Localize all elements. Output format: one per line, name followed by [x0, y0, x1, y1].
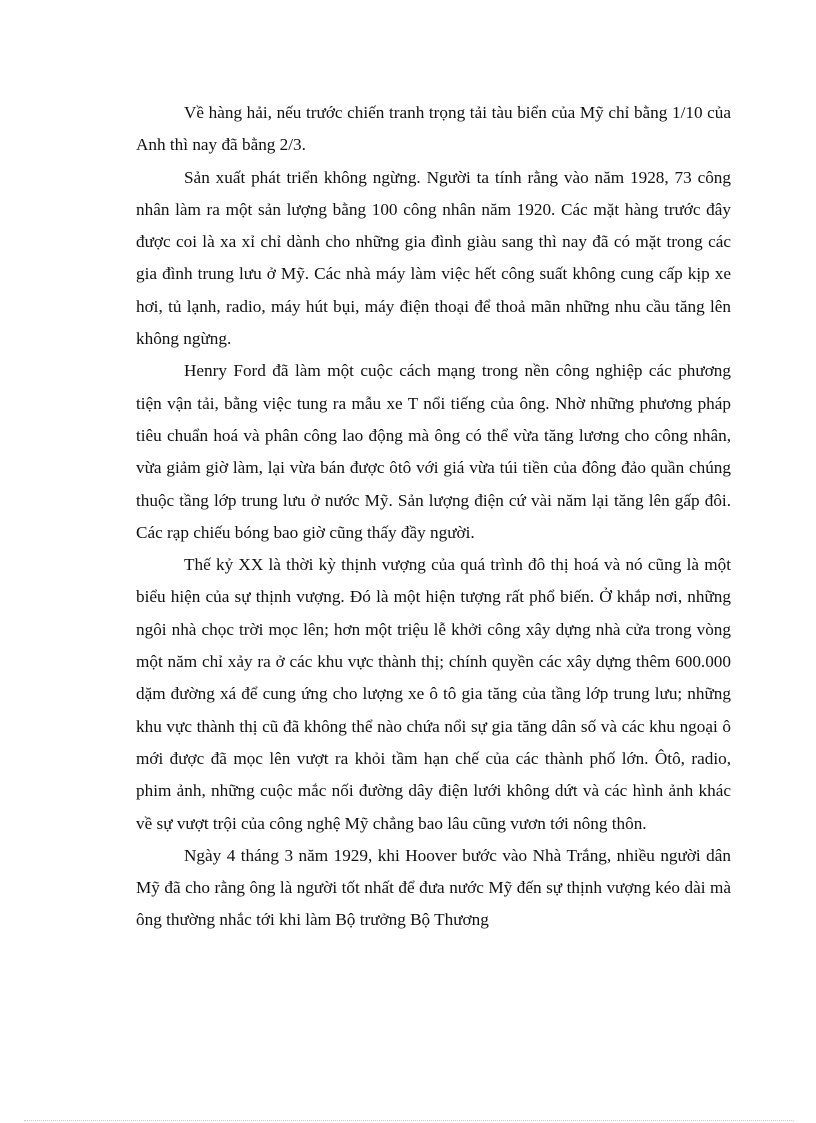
paragraph-production: Sản xuất phát triển không ngừng. Người ta tính rằng vào năm 1928, 73 công nhân làm ra một sản lượng bằng 100 công nhân năm 1920. Các mặt hàng trước đây được coi là xa xỉ chỉ dành cho những gia đình giàu sang thì nay đã có mặt trong các gia đình trung lưu ở Mỹ. Các nhà máy làm việc hết công suất không cung cấp kịp xe hơi, tủ lạnh, radio, máy hút bụi, máy điện thoại để thoả mãn những nhu cầu tăng lên không ngừng. [136, 167, 731, 349]
page-bottom-rule [24, 1120, 794, 1121]
paragraph-urbanization: Thế kỷ XX là thời kỳ thịnh vượng của quá trình đô thị hoá và nó cũng là một biểu hiện của sự thịnh vượng. Đó là một hiện tượng rất phổ biến. Ở khắp nơi, những ngôi nhà chọc trời mọc lên; hơn một triệu lễ khởi công xây dựng nhà cửa trong vòng một năm chỉ xảy ra ở các khu vực thành thị; chính quyền các xây dựng thêm 600.000 dặm đường xá để cung ứng cho lượng xe ô tô gia tăng của tầng lớp trung lưu; những khu vực thành thị cũ đã không thể nào chứa nổi sự gia tăng dân số và các khu ngoại ô mới được đã mọc lên vượt ra khỏi tầm hạn chế của các thành phố lớn. Ôtô, radio, phim ảnh, những cuộc mắc nối đường dây điện lưới không dứt và các hình ảnh khác về sự vượt trội của công nghệ Mỹ chẳng bao lâu cũng vươn tới nông thôn. [136, 555, 731, 833]
paragraph-hoover: Ngày 4 tháng 3 năm 1929, khi Hoover bước vào Nhà Trắng, nhiều người dân Mỹ đã cho rằng ông là người tốt nhất để đưa nước Mỹ đến sự thịnh vượng kéo dài mà ông thường nhắc tới khi làm Bộ trưởng Bộ Thương [136, 845, 731, 930]
document-body [136, 97, 731, 937]
paragraph-maritime: Về hàng hải, nếu trước chiến tranh trọng tải tàu biển của Mỹ chỉ bằng 1/10 của Anh thì nay đã bằng 2/3. [136, 103, 731, 155]
paragraph-henry-ford: Henry Ford đã làm một cuộc cách mạng trong nền công nghiệp các phương tiện vận tải, bằng việc tung ra mẫu xe T nổi tiếng của ông. Nhờ những phương pháp tiêu chuẩn hoá và phân công lao động mà ông có thể vừa tăng lương cho công nhân, vừa giảm giờ làm, lại vừa bán được ôtô với giá vừa túi tiền của đông đảo quần chúng thuộc tầng lớp trung lưu ở nước Mỹ. Sản lượng điện cứ vài năm lại tăng lên gấp đôi. Các rạp chiếu bóng bao giờ cũng thấy đầy người. [136, 361, 731, 542]
